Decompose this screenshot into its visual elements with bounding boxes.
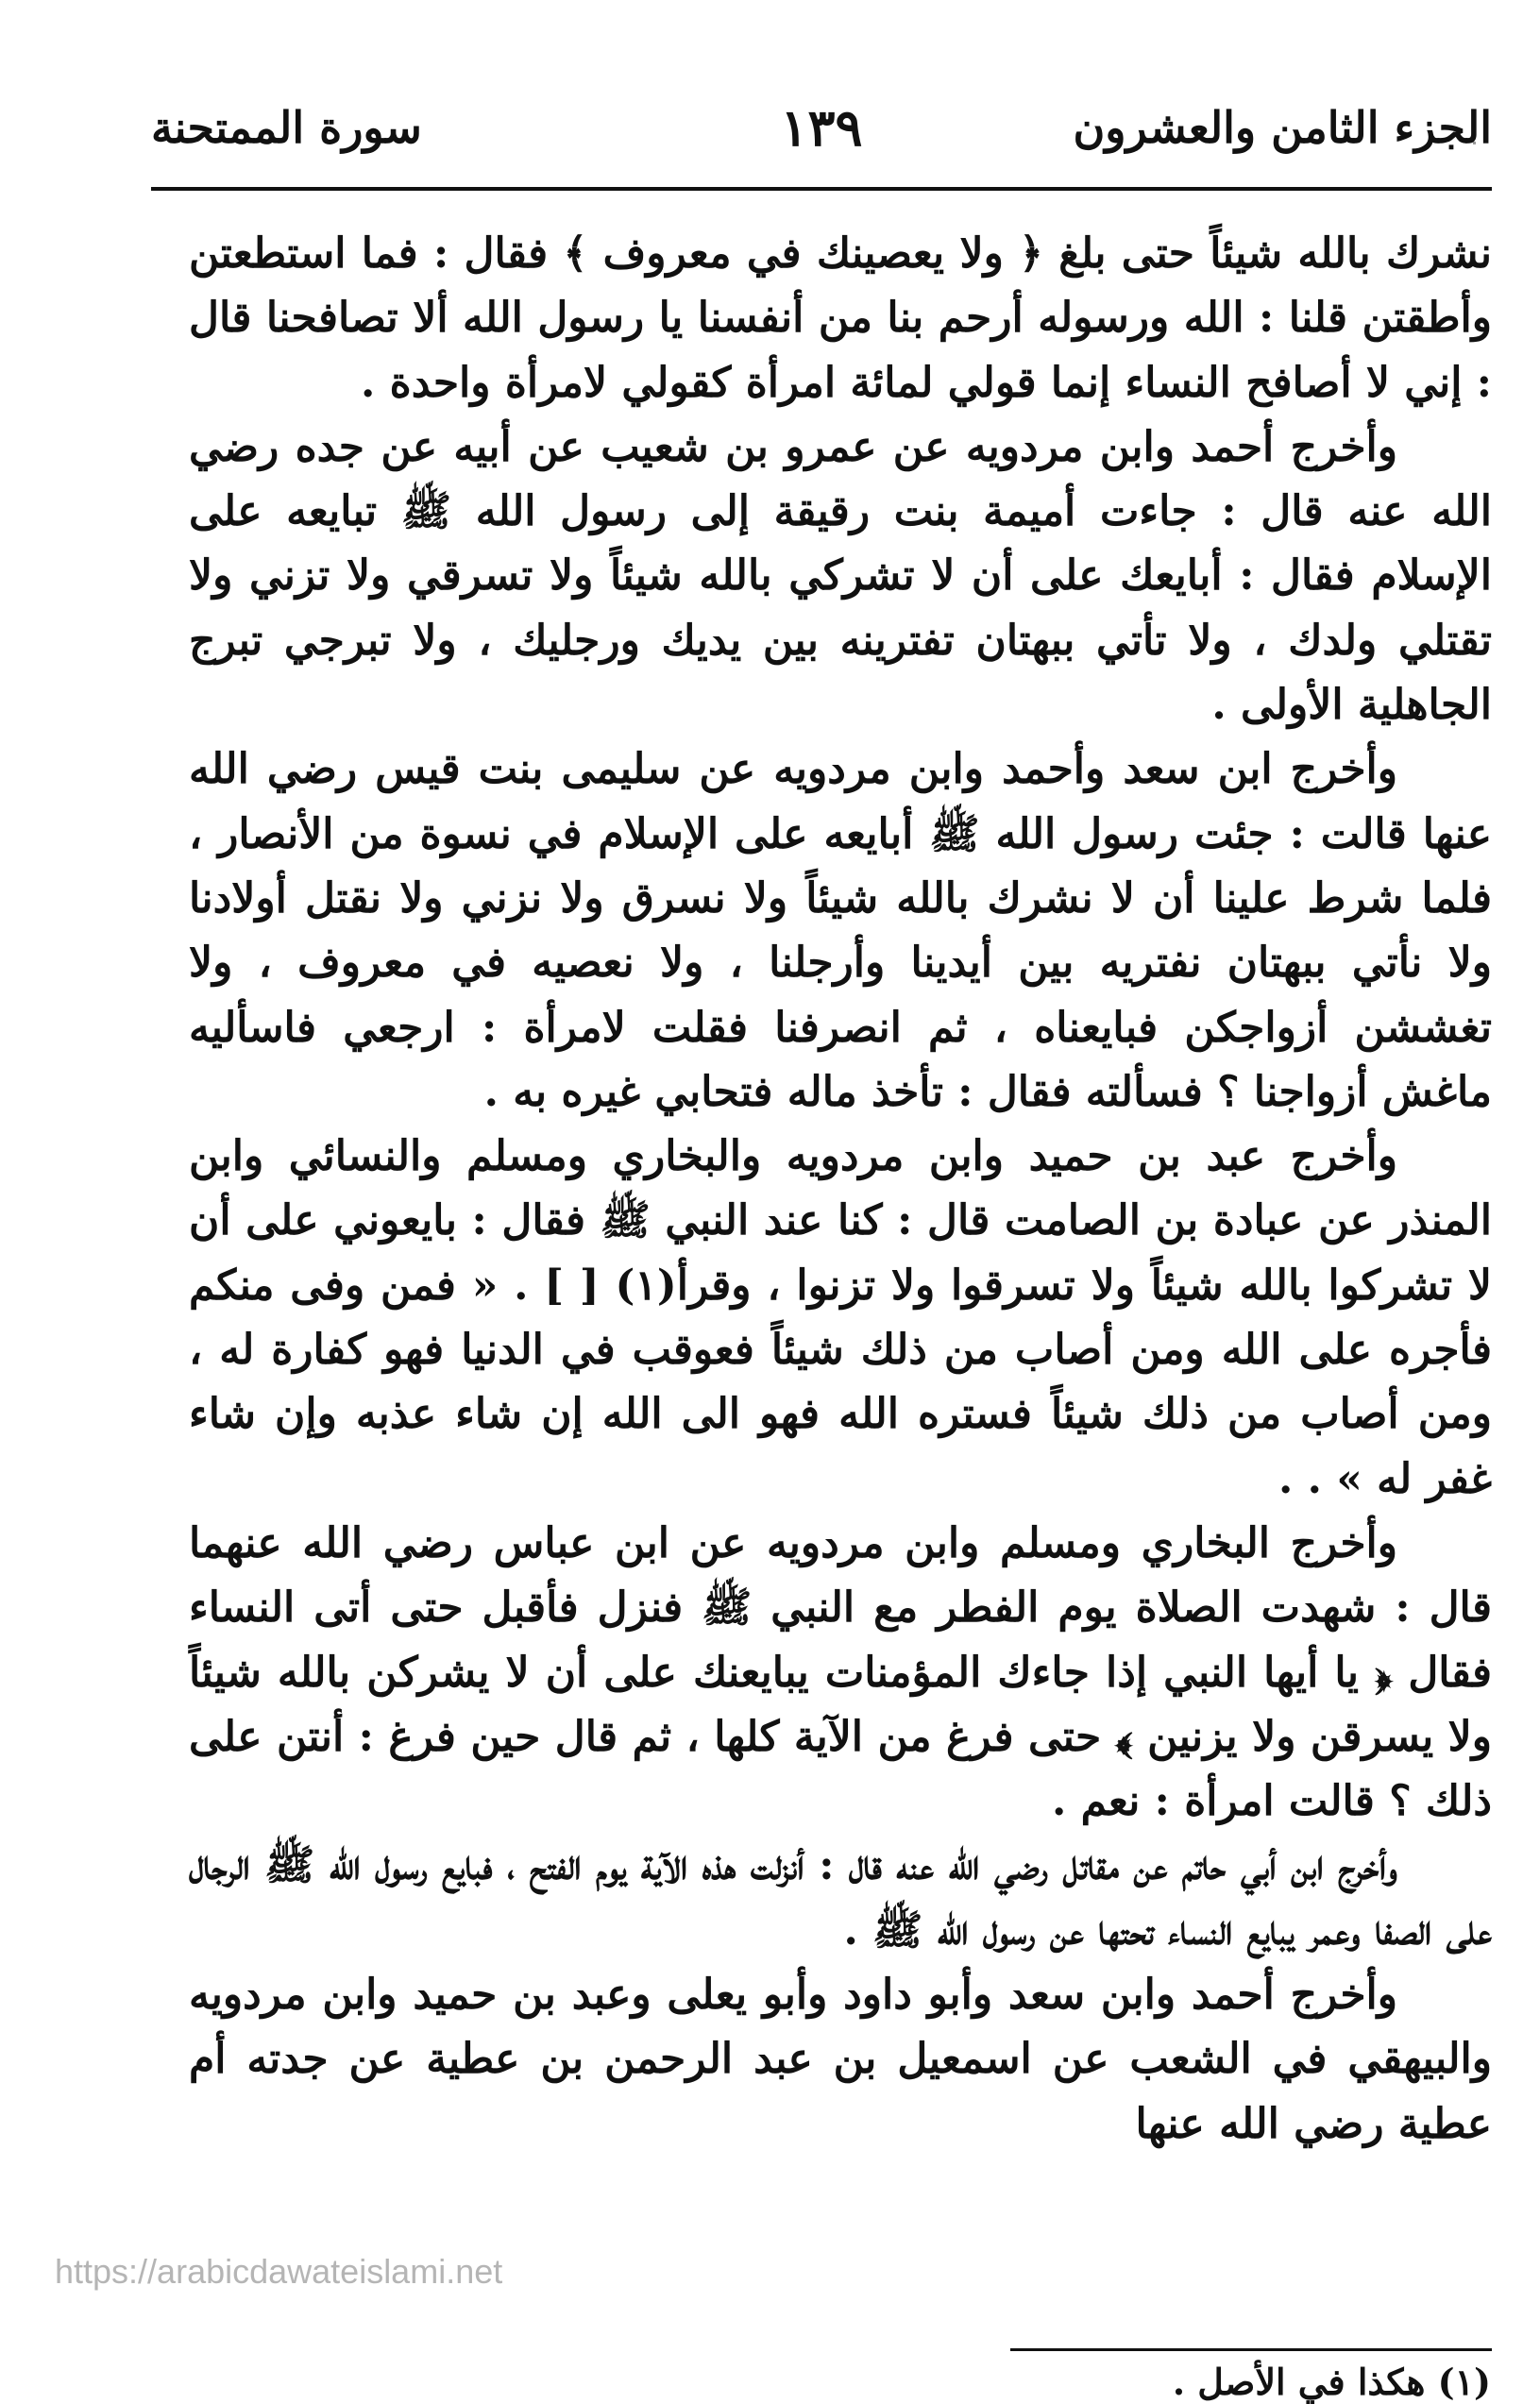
surah-title: سورة الممتحنة [151, 102, 422, 153]
footnote: (١) هكذا في الأصل . [1172, 2361, 1491, 2403]
paragraph: نشرك بالله شيئاً حتى بلغ ﴿ ولا يعصينك في معروف ﴾ فقال : فما استطعتن وأطقتن قلنا : الله ورسوله أرحم بنا من أنفسنا يا رسول الله ألا تصافحنا قال : إني لا أصافح النساء إنما قولي لمائة امرأة كقولي لامرأة واحدة . [189, 229, 1492, 407]
paragraph: وأخرج ابن أبي حاتم عن مقاتل رضي الله عنه قال : أنزلت هذه الآية يوم الفتح ، فبايع رسول الله ﷺ الرجال على الصفا وعمر يبايع النساء تحتها عن رسول الله ﷺ . [189, 1841, 1492, 1955]
watermark-url: https://arabicdawateislami.net [55, 2252, 503, 2291]
part-title: الجزء الثامن والعشرون [1073, 102, 1492, 153]
header-divider [151, 187, 1492, 191]
page-header [151, 90, 1492, 184]
main-text [189, 222, 1492, 2157]
paragraph: وأخرج أحمد وابن سعد وأبو داود وأبو يعلى وعبد بن حميد وابن مردويه والبيهقي في الشعب عن اسمعيل بن عبد الرحمن بن عطية عن جدته أم عطية رضي الله عنها [189, 1971, 1492, 2148]
paragraph: وأخرج عبد بن حميد وابن مردويه والبخاري ومسلم والنسائي وابن المنذر عن عبادة بن الصامت قال : كنا عند النبي ﷺ فقال : بايعوني على أن لا تشركوا بالله شيئاً ولا تسرقوا ولا تزنوا ، وقرأ(١) [ ] . « فمن وفى منكم فأجره على الله ومن أصاب من ذلك شيئاً فعوقب في الدنيا فهو كفارة له ، ومن أصاب من ذلك شيئاً فستره الله فهو الى الله إن شاء عذبه وإن شاء غفر له » . . [189, 1132, 1492, 1503]
paragraph: وأخرج البخاري ومسلم وابن مردويه عن ابن عباس رضي الله عنهما قال : شهدت الصلاة يوم الفطر مع النبي ﷺ فنزل فأقبل حتى أتى النساء فقال ﴿ يا أيها النبي إذا جاءك المؤمنات يبايعنك على أن لا يشركن بالله شيئاً ولا يسرقن ولا يزنين ﴾ حتى فرغ من الآية كلها ، ثم قال حين فرغ : أنتن على ذلك ؟ قالت امرأة : نعم . [189, 1518, 1492, 1826]
page-number: ١٣٩ [780, 97, 863, 158]
footnote-divider [1010, 2348, 1492, 2351]
paragraph: وأخرج ابن سعد وأحمد وابن مردويه عن سليمى بنت قيس رضي الله عنها قالت : جئت رسول الله ﷺ أبايعه على الإسلام في نسوة من الأنصار ، فلما شرط علينا أن لا نشرك بالله شيئاً ولا نسرق ولا نزني ولا نقتل أولادنا ولا نأتي ببهتان نفتريه بين أيدينا وأرجلنا ، ولا نعصيه في معروف ، ولا تغششن أزواجكن فبايعناه ، ثم انصرفنا فقلت لامرأة : ارجعي فاسأليه ماغش أزواجنا ؟ فسألته فقال : تأخذ ماله فتحابي غيره به . [189, 745, 1493, 1116]
paragraph: وأخرج أحمد وابن مردويه عن عمرو بن شعيب عن أبيه عن جده رضي الله عنه قال : جاءت أميمة بنت رقيقة إلى رسول الله ﷺ تبايعه على الإسلام فقال : أبايعك على أن لا تشركي بالله شيئاً ولا تسرقي ولا تزني ولا تقتلي ولدك ، ولا تأتي ببهتان تفترينه بين يديك ورجليك ، ولا تبرجي تبرج الجاهلية الأولى . [189, 422, 1492, 730]
